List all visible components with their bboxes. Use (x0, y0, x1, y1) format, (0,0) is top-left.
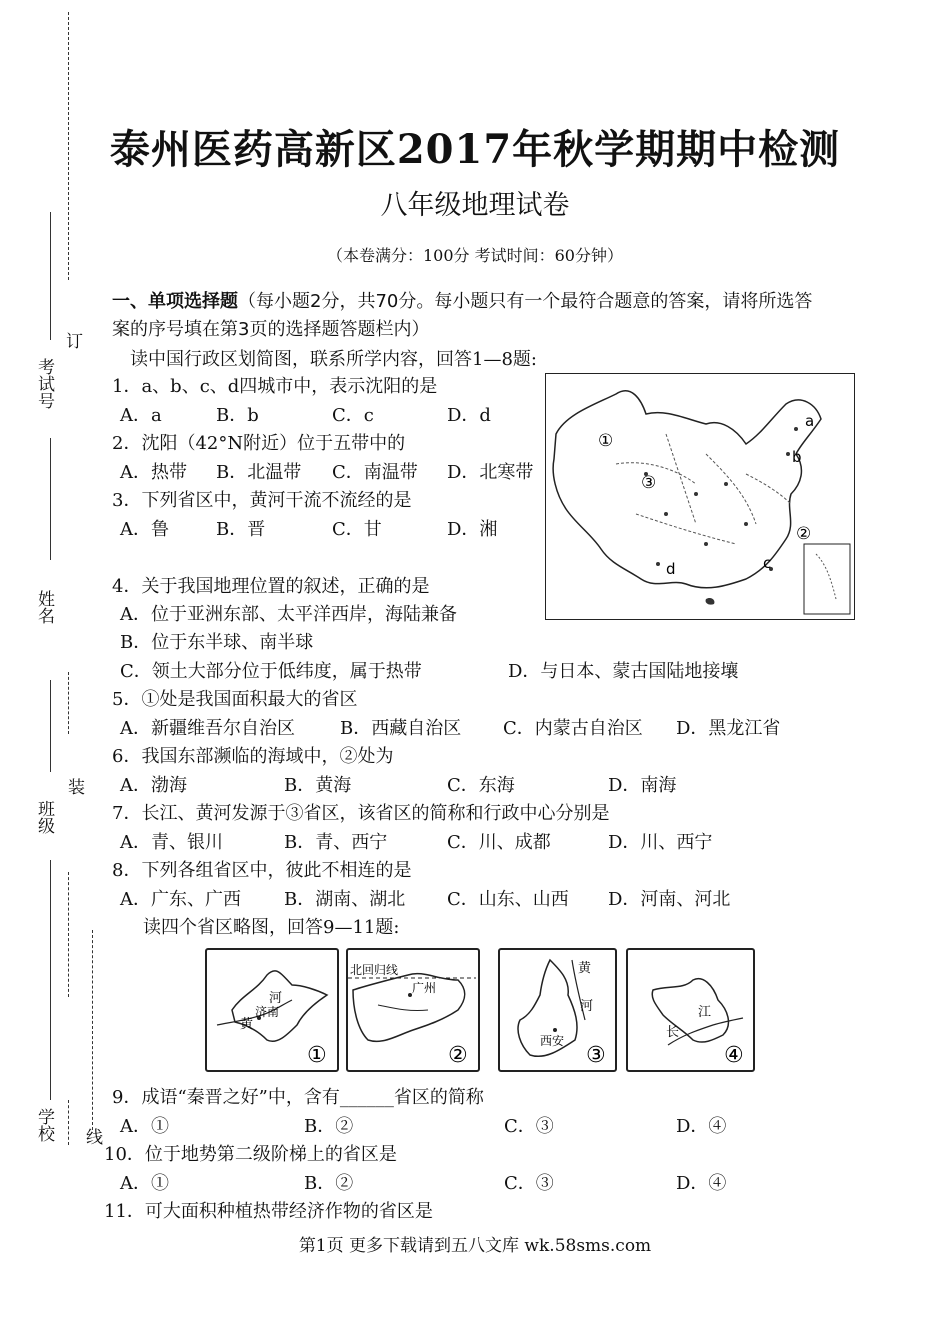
option: C．领土大部分位于低纬度，属于热带 (120, 661, 422, 682)
province-label: 北回归线 (350, 963, 399, 977)
question-stem: 2．沈阳（42°N附近）位于五带中的 (112, 433, 406, 454)
province-map-1 (205, 948, 339, 1072)
option: B．湖南、湖北 (284, 889, 406, 910)
section-title: 一、单项选择题 (112, 291, 238, 312)
option: C．川、成都 (447, 832, 551, 853)
province-label: 江 (698, 1005, 712, 1020)
china-map-svg (546, 374, 854, 619)
question-stem: 9．成语“秦晋之好”中，含有______省区的简称 (112, 1087, 484, 1108)
option: D．黑龙江省 (676, 718, 781, 739)
intro-text-1: 读中国行政区划简图，联系所学内容，回答1—8题: (130, 349, 537, 370)
province-number: ② (448, 1043, 468, 1068)
xian-mark: 线 (82, 1128, 102, 1145)
option: C．内蒙古自治区 (503, 718, 643, 739)
option: C．南温带 (332, 462, 418, 483)
option: B．b (216, 405, 259, 426)
section-note-1: （每小题2分，共70分。每小题只有一个最符合题意的答案，请将所选答 (238, 291, 813, 312)
province-map-4-svg (628, 950, 753, 1070)
option: A．渤海 (120, 775, 187, 796)
option: A．广东、广西 (120, 889, 241, 910)
province-label: 西安 (540, 1034, 565, 1048)
option: C．山东、山西 (447, 889, 569, 910)
option: D．湘 (447, 519, 498, 540)
map-label-d: d (666, 560, 676, 578)
option: D．河南、河北 (608, 889, 731, 910)
option: A．热带 (120, 462, 187, 483)
question-stem: 4．关于我国地理位置的叙述，正确的是 (112, 576, 430, 597)
question-stem: 3．下列省区中，黄河干流不流经的是 (112, 490, 412, 511)
class-label: 班级 (34, 800, 54, 834)
option: D．北寒带 (447, 462, 534, 483)
option: D．南海 (608, 775, 677, 796)
map-label-b: b (792, 448, 802, 466)
option: A．新疆维吾尔自治区 (120, 718, 295, 739)
exam-no-underline (50, 212, 51, 340)
option: A．a (120, 405, 162, 426)
option: C．③ (504, 1173, 554, 1194)
school-label: 学校 (34, 1108, 54, 1142)
question-stem: 10．位于地势第二级阶梯上的省区是 (104, 1144, 397, 1165)
binding-dashed-line-5 (68, 1100, 69, 1145)
province-label: 河 (580, 999, 594, 1014)
province-map-3 (498, 948, 617, 1072)
question-stem: 11．可大面积种植热带经济作物的省区是 (104, 1201, 433, 1222)
map-label-c: c (763, 554, 772, 572)
class-underline (50, 860, 51, 1100)
province-label: 济南 (255, 1005, 280, 1019)
option: B．青、西宁 (284, 832, 388, 853)
province-map-1-svg (207, 950, 337, 1070)
page-footer: 第1页 更多下载请到五八文库 wk.58sms.com (298, 1236, 652, 1256)
option: D．④ (676, 1173, 727, 1194)
option: A．青、银川 (120, 832, 223, 853)
zhuang-mark: 装 (64, 778, 84, 795)
map-label-1: ① (598, 431, 614, 451)
exam-info: （本卷满分：100分 考试时间：60分钟） (327, 246, 623, 265)
option: B．② (304, 1116, 354, 1137)
province-map-2 (346, 948, 480, 1072)
binding-dashed-line-3 (68, 872, 69, 997)
exam-no-label: 考试号 (34, 358, 54, 409)
map-label-a: a (805, 412, 815, 430)
option: C．甘 (332, 519, 382, 540)
question-stem: 7．长江、黄河发源于③省区，该省区的简称和行政中心分别是 (112, 803, 610, 824)
map-label-3: ③ (641, 473, 657, 493)
province-label: 广州 (412, 981, 437, 995)
option: A．位于亚洲东部、太平洋西岸，海陆兼备 (120, 604, 457, 625)
question-stem: 6．我国东部濒临的海域中，②处为 (112, 746, 394, 767)
option: D．与日本、蒙古国陆地接壤 (508, 661, 739, 682)
option: B．北温带 (216, 462, 302, 483)
section-heading (112, 288, 872, 344)
option: B．位于东半球、南半球 (120, 632, 314, 653)
province-label: 长 (666, 1025, 680, 1040)
option: B．② (304, 1173, 354, 1194)
province-label: 黄 (578, 961, 592, 976)
province-number: ④ (724, 1043, 744, 1068)
option: C．东海 (447, 775, 515, 796)
option: B．黄海 (284, 775, 352, 796)
province-map-3-svg (500, 950, 615, 1070)
option: D．④ (676, 1116, 727, 1137)
province-map-2-svg (348, 950, 478, 1070)
exam-subtitle: 八年级地理试卷 (380, 190, 570, 221)
binding-dashed-line-2 (68, 672, 69, 734)
option: C．③ (504, 1116, 554, 1137)
binding-dashed-line-4 (92, 930, 93, 1130)
option: A．① (120, 1173, 169, 1194)
option: B．西藏自治区 (340, 718, 462, 739)
map-label-2: ② (796, 524, 812, 544)
china-map (545, 373, 855, 620)
question-stem: 1．a、b、c、d四城市中，表示沈阳的是 (112, 376, 438, 397)
province-number: ③ (586, 1043, 606, 1068)
option: C．c (332, 405, 374, 426)
option: A．① (120, 1116, 169, 1137)
province-label: 黄 (240, 1017, 254, 1032)
name-label: 姓名 (34, 590, 54, 624)
province-map-4 (626, 948, 755, 1072)
section-note-2: 案的序号填在第3页的选择题答题栏内） (112, 319, 430, 340)
province-label: 河 (269, 991, 283, 1006)
option: A．鲁 (120, 519, 169, 540)
option: D．川、西宁 (608, 832, 713, 853)
option: B．晋 (216, 519, 266, 540)
option: D．d (447, 405, 491, 426)
name-underline-top (50, 438, 51, 560)
exam-title: 泰州医药高新区2017年秋学期期中检测 (109, 126, 841, 173)
intro-text-2: 读四个省区略图，回答9—11题: (143, 917, 400, 938)
question-stem: 5．①处是我国面积最大的省区 (112, 689, 358, 710)
ding-mark: 订 (62, 332, 82, 349)
name-underline-bottom (50, 680, 51, 772)
question-stem: 8．下列各组省区中，彼此不相连的是 (112, 860, 412, 881)
province-number: ① (307, 1043, 327, 1068)
